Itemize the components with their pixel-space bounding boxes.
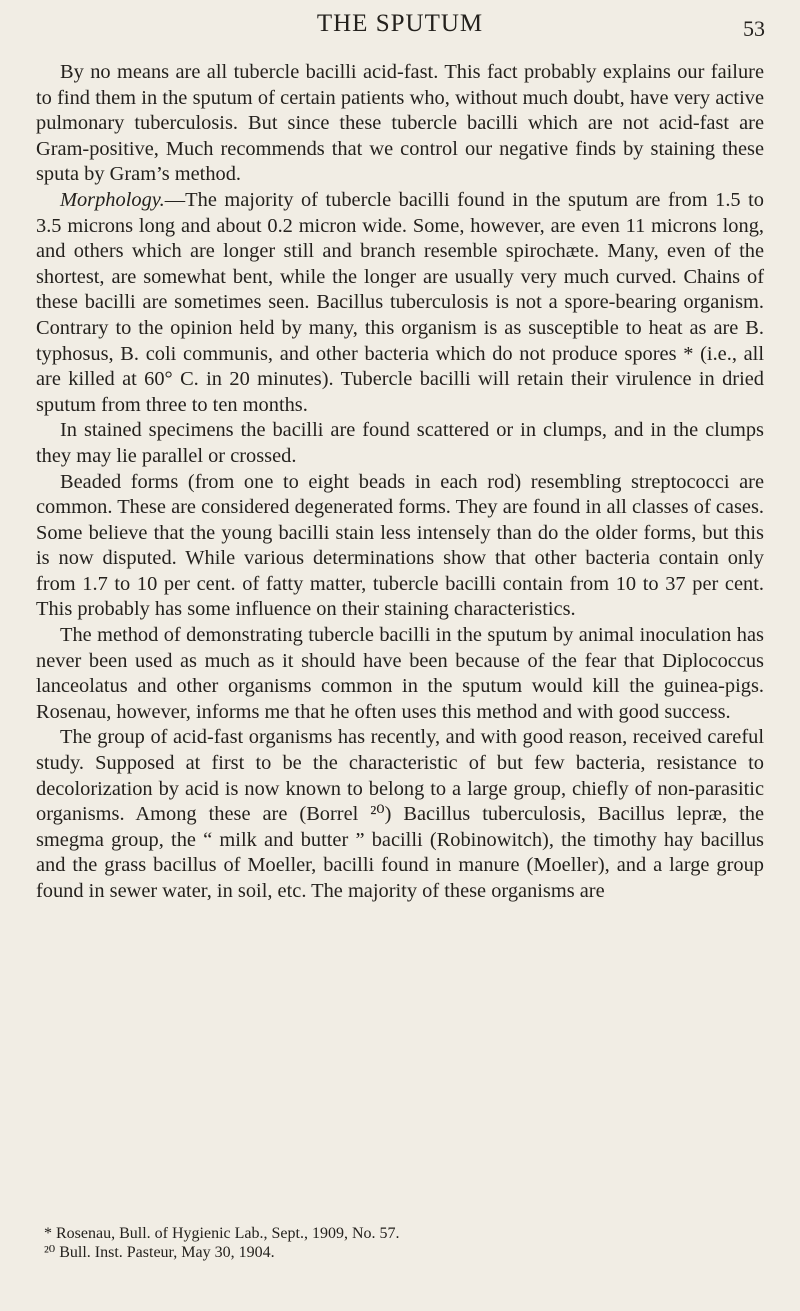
footnote-borrel: ²⁰ Bull. Inst. Pasteur, May 30, 1904. bbox=[44, 1244, 275, 1261]
paragraph-text: The group of acid-fast organisms has recently, and with good reason, received careful study. Supposed at first to be the characteristic of but few bacteria, resistance to decolorization by acid is now known to belong to a large group, chiefly of non-parasitic organisms. Among these are (Borrel ²⁰) Bacillus tuberculosis, Bacillus lepræ, the smegma group, the “ milk and butter ” bacilli (Robinowitch), the timothy hay bacillus and the grass bacillus of Moeller, bacilli found in manure (Moeller), and a large group found in sewer water, in soil, etc. The majority of these organisms are bbox=[36, 726, 764, 902]
footnotes bbox=[36, 1224, 764, 1262]
paragraph-text: —The majority of tubercle bacilli found in the sputum are from 1.5 to 3.5 microns long and about 0.2 micron wide. Some, however, are even 11 microns long, and others which are longer still and branch resemble spirochæte. Many, even of the shortest, are somewhat bent, while the longer are usually very much curved. Chains of these bacilli are sometimes seen. Bacillus tuberculosis is not a spore-bearing organism. Contrary to the opinion held by many, this organism is as susceptible to heat as are B. typhosus, B. coli communis, and other bacteria which do not produce spores * (i.e., all are killed at 60° C. in 20 minutes). Tubercle bacilli will retain their virulence in dried sputum from three to ten months. bbox=[36, 188, 764, 416]
paragraph-text: Beaded forms (from one to eight beads in each rod) resembling streptococci are common. These are considered degenerated forms. They are found in all classes of cases. Some believe that the young bacilli stain less intensely than do the older forms, but this is now disputed. While various determinations show that other bacteria contain only from 1.7 to 10 per cent. of fatty matter, tubercle bacilli contain from 10 to 37 per cent. This probably has some influence on their staining characteristics. bbox=[36, 470, 764, 621]
morphology-heading: Morphology. bbox=[60, 188, 165, 211]
running-head bbox=[0, 10, 800, 50]
footnote-rosenau: * Rosenau, Bull. of Hygienic Lab., Sept., 1909, No. 57. bbox=[44, 1225, 400, 1242]
running-title: THE SPUTUM bbox=[316, 10, 484, 37]
paragraph-stained-specimens bbox=[36, 418, 764, 469]
body-text bbox=[36, 60, 764, 905]
paragraph-acid-fast-group bbox=[36, 725, 764, 904]
paragraph-beaded-forms bbox=[36, 470, 764, 624]
page-number: 53 bbox=[743, 16, 765, 41]
paragraph-text: In stained specimens the bacilli are found scattered or in clumps, and in the clumps they may lie parallel or crossed. bbox=[36, 419, 764, 467]
paragraph-text: The method of demonstrating tubercle bacilli in the sputum by animal inoculation has never been used as much as it should have been because of the fear that Diplococcus lanceolatus and other organisms common in the sputum would kill the guinea-pigs. Rosenau, however, informs me that he often uses this method and with good success. bbox=[36, 624, 764, 723]
paragraph-morphology bbox=[36, 188, 764, 418]
paragraph-text: By no means are all tubercle bacilli acid-fast. This fact probably explains our failure to find them in the sputum of certain patients who, without much doubt, have very active pulmonary tuberculosis. But since these tubercle bacilli which are not acid-fast are Gram-positive, Much recommends that we control our negative finds by staining these sputa by Gram’s method. bbox=[36, 61, 764, 186]
paragraph-animal-inoculation bbox=[36, 623, 764, 725]
paragraph-acid-fast bbox=[36, 60, 764, 188]
